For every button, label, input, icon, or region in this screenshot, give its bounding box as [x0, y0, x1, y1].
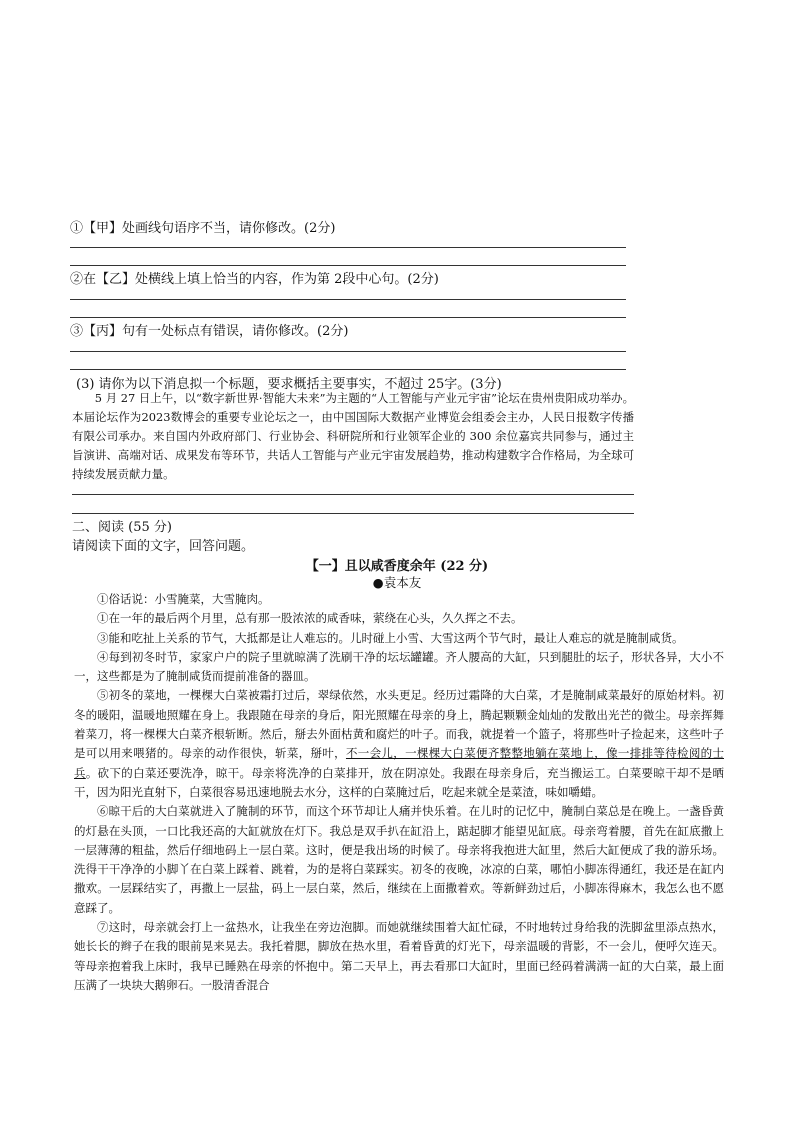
paragraph-3: ③能和吃扯上关系的节气，大抵都是让人难忘的。儿时碰上小雪、大雪这两个节气时，最让人难忘的就是腌制咸货。 [97, 630, 684, 645]
answer-line[interactable] [70, 247, 626, 248]
answer-line[interactable] [70, 265, 626, 266]
paragraph-5-part-b: 。砍下的白菜还要洗净，晾干。母亲将洗净的白菜排开，放在阴凉处。我跟在母亲身后，充当搬运工。白菜要晾干却不是晒干，因为阳光直射下，白菜很容易迅速地脱去水分，这样的白菜腌过后，吃起来就全是菜渣，味如嚼蜡。 [74, 765, 724, 799]
answer-line[interactable] [70, 299, 626, 300]
article-body [74, 590, 724, 995]
paragraph-6: ⑥晾干后的大白菜就进入了腌制的环节，而这个环节却让人痛并快乐着。在儿时的记忆中，腌制白菜总是在晚上。一盏昏黄的灯悬在头顶，一口比我还高的大缸就放在灯下。我总是双手扒在缸沿上，踮起脚才能望见缸底。母亲弯着腰，首先在缸底撒上一层薄薄的粗盐，然后仔细地码上一层白菜。这时，便是我出场的时候了。母亲将我抱进大缸里，然后大缸便成了我的游乐场。洗得干干净净的小脚丫在白菜上踩着、跳着，为的是将白菜踩实。初冬的夜晚，冰凉的白菜，哪怕小脚冻得通红，我还是在缸内撒欢。一层踩结实了，再撒上一层盐，码上一层白菜，然后，继续在上面撒着欢。等新鲜劲过后，小脚冻得麻木，我怎么也不愿意踩了。 [74, 804, 724, 915]
question-4-prompt: (3) 请你为以下消息拟一个标题，要求概括主要事实，不超过 25字。(3分) [76, 377, 502, 392]
answer-line[interactable] [72, 513, 634, 514]
article-title: 【一】且以咸香度余年 (22 分) [305, 559, 489, 574]
paragraph-2: ①在一年的最后两个月里，总有那一股浓浓的咸香味，萦绕在心头，久久挥之不去。 [97, 611, 523, 626]
answer-line[interactable] [70, 317, 626, 318]
section-heading: 二、阅读 (55 分) [72, 520, 172, 535]
question-1-prompt: ①【甲】处画线句语序不当，请你修改。(2分) [70, 221, 336, 236]
paragraph-1: ①俗话说：小雪腌菜，大雪腌肉。 [97, 592, 270, 606]
question-3-prompt: ③【丙】句有一处标点有错误，请你修改。(2分) [70, 324, 349, 339]
article-author: ●袁本友 [372, 575, 422, 590]
section-instruction: 请阅读下面的文字，回答问题。 [72, 539, 255, 554]
question-2-prompt: ②在【乙】处横线上填上恰当的内容，作为第 2段中心句。(2分) [70, 272, 439, 287]
answer-line[interactable] [70, 351, 626, 352]
paragraph-7: ⑦这时，母亲就会打上一盆热水，让我坐在旁边泡脚。而她就继续围着大缸忙碌，不时地转过身给我的洗脚盆里添点热水，她长长的辫子在我的眼前晃来晃去。我托着腮，脚放在热水里，看着昏黄的灯光下，母亲温暖的背影，不一会儿，便呼欠连天。等母亲抱着我上床时，我早已睡熟在母亲的怀抱中。第二天早上，再去看那口大缸时，里面已经码着满满一缸的大白菜，最上面压满了一块块大鹅卵石。一股清香混合 [74, 920, 724, 992]
answer-line[interactable] [70, 369, 626, 370]
paragraph-4: ④每到初冬时节，家家户户的院子里就晾满了洗刷干净的坛坛罐罐。齐人腰高的大缸，只到腿肚的坛子，形状各异，大小不一，这些都是为了腌制咸货而提前准备的器皿。 [74, 649, 724, 684]
news-passage: 5 月 27 日上午，以“数字新世界·智能大未来”为主题的“人工智能与产业元宇宙”论坛在贵州贵阳成功举办。本届论坛作为2023数博会的重要专业论坛之一，由中国国际大数据产业博览会组委会主办，人民日报数字传播有限公司承办。来自国内外政府部门、行业协会、科研院所和行业领军企业的 300 余位嘉宾共同参与，通过主旨演讲、高端对话、成果发布等环节，共话人工智能与产业元宇宙发展趋势，推动构建数字合作格局，为全球可持续发展贡献力量。 [72, 391, 634, 481]
paragraph-5 [74, 686, 724, 802]
paragraph-5-part-a: ⑤初冬的菜地，一棵棵大白菜被霜打过后，翠绿依然，水头更足。经历过霜降的大白菜，才是腌制咸菜最好的原始材料。初冬的暖阳，温暖地照耀在身上。我跟随在母亲的身后，阳光照耀在母亲的身上，腾起颗颗金灿灿的发散出光芒的微尘。母亲挥舞着菜刀，将一棵棵大白菜齐根斩断。然后，掰去外面枯黄和腐烂的叶子。而我，就提着一个篮子，将那些叶子捡起来，这些叶子是可以用来喂猪的。母亲的动作很快，斩菜，掰叶， [74, 688, 724, 761]
answer-line[interactable] [72, 494, 634, 495]
underlined-sentence: 不一会儿，一棵棵大白菜便齐整整地躺在菜地上，像一排排等待检阅的士兵 [74, 746, 724, 780]
